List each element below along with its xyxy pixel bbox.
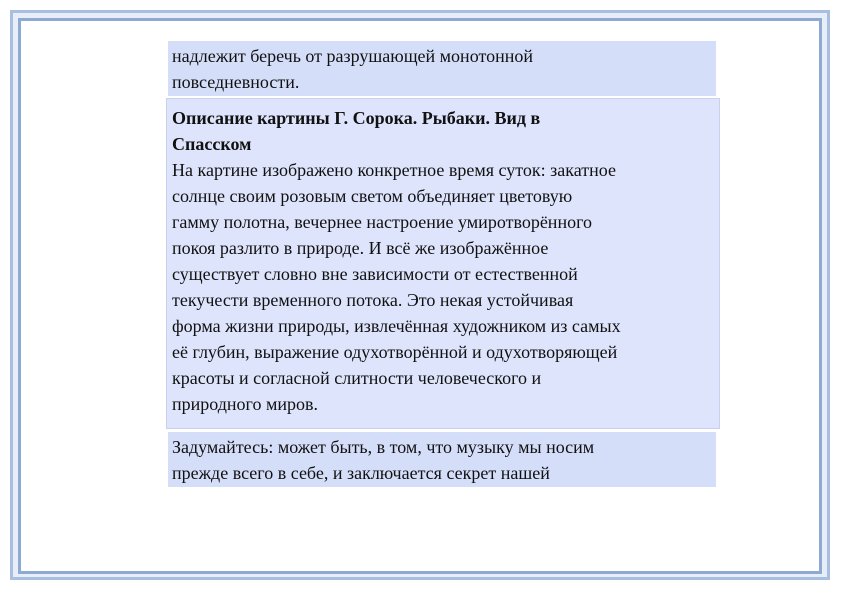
text-block-top: [168, 41, 716, 96]
text-block-bottom: [168, 432, 716, 487]
description-title: Спасском: [172, 134, 252, 154]
text-line: форма жизни природы, извлечённая художником из самых: [172, 316, 621, 336]
text-line: гамму полотна, вечернее настроение умиротворённого: [172, 212, 593, 232]
text-line: природного миров.: [172, 394, 318, 414]
text-line: её глубин, выражение одухотворённой и одухотворяющей: [172, 342, 618, 362]
text-line: солнце своим розовым светом объединяет цветовую: [172, 186, 573, 206]
description-title: Описание картины Г. Сорока. Рыбаки. Вид в: [172, 108, 541, 128]
text-line: прежде всего в себе, и заключается секрет нашей: [172, 463, 550, 483]
text-line: надлежит беречь от разрушающей монотонной: [172, 46, 533, 66]
text-line: красоты и согласной слитности человеческого и: [172, 368, 542, 388]
text-line: На картине изображено конкретное время суток: закатное: [172, 160, 616, 180]
text-line: повседневности.: [172, 72, 300, 92]
text-line: текучести временного потока. Это некая устойчивая: [172, 290, 574, 310]
text-line: покоя разлито в природе. И всё же изображённое: [172, 238, 549, 258]
text-line: Задумайтесь: может быть, в том, что музыку мы носим: [172, 437, 595, 457]
text-line: существует словно вне зависимости от естественной: [172, 264, 578, 284]
text-block-description: [166, 98, 720, 429]
